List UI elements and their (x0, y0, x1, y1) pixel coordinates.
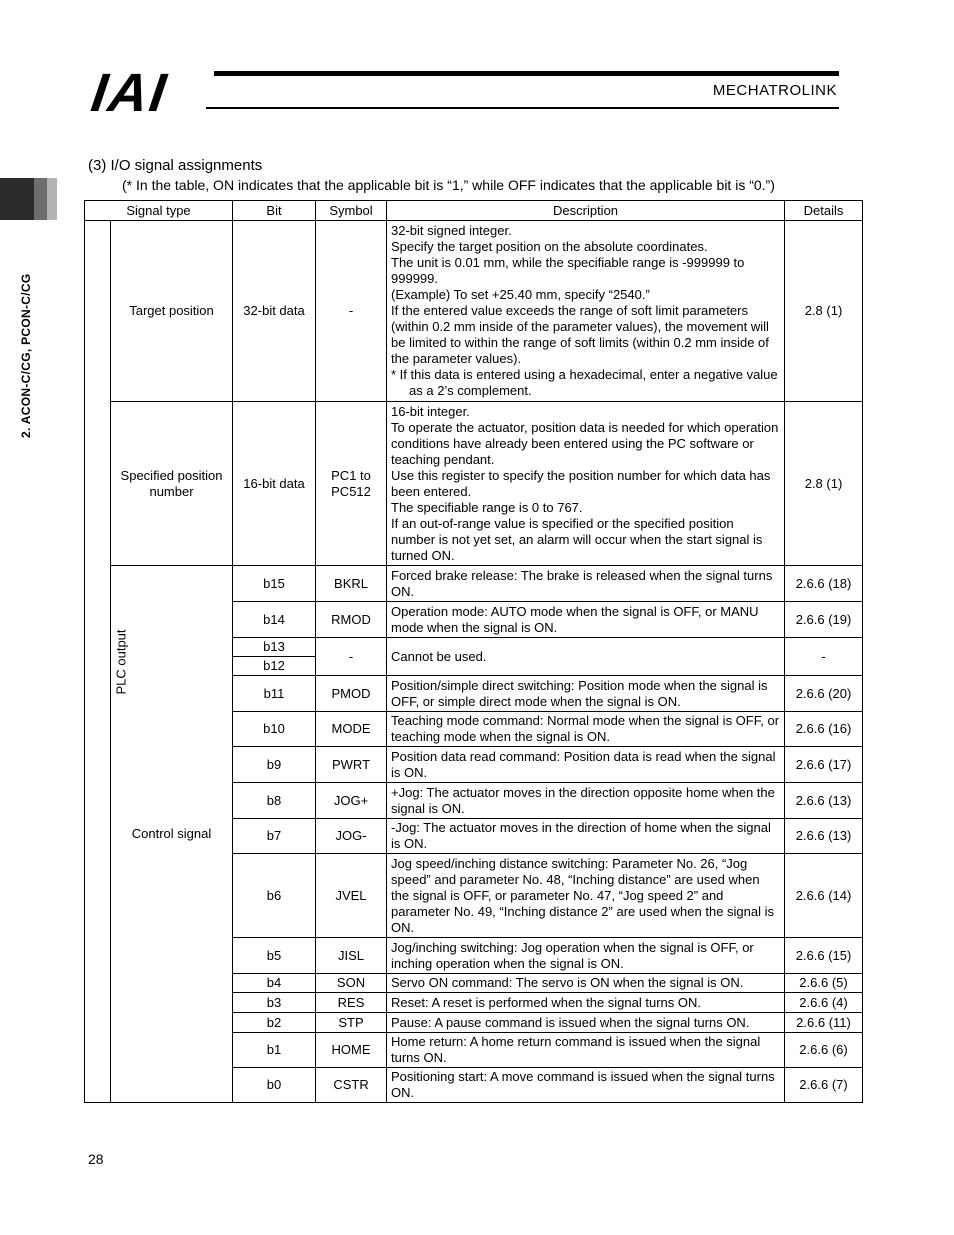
symbol-cell: - (316, 221, 387, 402)
chapter-side-label: 2. ACON-C/CG, PCON-C/CG (19, 273, 33, 438)
bit-cell: b2 (233, 1013, 316, 1033)
description-cell: Operation mode: AUTO mode when the signal is OFF, or MANU mode when the signal is ON. (387, 602, 785, 638)
symbol-cell: JOG- (316, 819, 387, 854)
table-row (85, 566, 863, 602)
description-cell: Position/simple direct switching: Position mode when the signal is OFF, or simple direct mode when the signal is ON. (387, 676, 785, 712)
details-cell: 2.6.6 (7) (785, 1068, 863, 1103)
bit-cell: 16-bit data (233, 402, 316, 566)
description-cell: Jog/inching switching: Jog operation when the signal is OFF, or inching operation when the signal is ON. (387, 938, 785, 974)
details-cell: 2.8 (1) (785, 402, 863, 566)
details-cell: 2.6.6 (4) (785, 993, 863, 1013)
description-cell: Servo ON command: The servo is ON when the signal is ON. (387, 974, 785, 993)
symbol-cell: JVEL (316, 854, 387, 938)
description-cell: Reset: A reset is performed when the signal turns ON. (387, 993, 785, 1013)
header-rule-thin (206, 107, 839, 109)
details-cell: 2.6.6 (16) (785, 712, 863, 747)
bit-cell: b11 (233, 676, 316, 712)
chapter-tab-dark (0, 178, 34, 220)
header-symbol: Symbol (316, 201, 387, 221)
header-details: Details (785, 201, 863, 221)
bit-cell: b5 (233, 938, 316, 974)
signal-type-cell: Specified position number (111, 402, 233, 566)
details-cell: 2.6.6 (20) (785, 676, 863, 712)
details-cell: 2.8 (1) (785, 221, 863, 402)
bit-cell: b8 (233, 783, 316, 819)
bit-cell: b14 (233, 602, 316, 638)
io-signal-table (84, 200, 863, 1103)
iai-logo: IAI (87, 63, 172, 123)
signal-type-cell: Target position (111, 221, 233, 402)
bit-cell: b10 (233, 712, 316, 747)
details-cell: 2.6.6 (18) (785, 566, 863, 602)
details-cell: 2.6.6 (17) (785, 747, 863, 783)
symbol-cell: CSTR (316, 1068, 387, 1103)
description-cell: Positioning start: A move command is issued when the signal turns ON. (387, 1068, 785, 1103)
description-cell: Pause: A pause command is issued when the signal turns ON. (387, 1013, 785, 1033)
details-cell: 2.6.6 (13) (785, 783, 863, 819)
bit-cell: b0 (233, 1068, 316, 1103)
header-rule-thick (214, 71, 839, 76)
description-cell: 32-bit signed integer. Specify the target position on the absolute coordinates. The unit is 0.01 mm, while the specifiable range is -999999 to 999999. (Example) To set +25.40 mm, specify “2540.” If the entered value exceeds the range of soft limit parameters (within 0.2 mm inside of the parameter values), the movement will be limited to within the range of soft limits (within 0.2 mm inside of the parameter values). * If this data is entered using a hexadecimal, enter a negative value as a 2’s complement. (387, 221, 785, 402)
symbol-cell: JOG+ (316, 783, 387, 819)
section-title: (3) I/O signal assignments (88, 157, 263, 174)
symbol-cell: PMOD (316, 676, 387, 712)
symbol-cell: HOME (316, 1033, 387, 1068)
table-row (85, 221, 863, 402)
header-signal-type: Signal type (85, 201, 233, 221)
description-cell: Teaching mode command: Normal mode when the signal is OFF, or teaching mode when the signal is ON. (387, 712, 785, 747)
signal-type-cell: Control signal (111, 566, 233, 1103)
table-header-row (85, 201, 863, 221)
symbol-cell: STP (316, 1013, 387, 1033)
table-row (85, 402, 863, 566)
bit-cell: b3 (233, 993, 316, 1013)
bit-cell: b6 (233, 854, 316, 938)
description-cell: Home return: A home return command is issued when the signal turns ON. (387, 1033, 785, 1068)
header-label: MECHATROLINK (712, 82, 837, 99)
symbol-cell: RMOD (316, 602, 387, 638)
bit-cell: b13 (233, 638, 316, 657)
page-number: 28 (88, 1151, 104, 1167)
symbol-cell: SON (316, 974, 387, 993)
symbol-cell: - (316, 638, 387, 676)
description-cell: Position data read command: Position data is read when the signal is ON. (387, 747, 785, 783)
details-cell: 2.6.6 (5) (785, 974, 863, 993)
description-cell: -Jog: The actuator moves in the direction of home when the signal is ON. (387, 819, 785, 854)
description-cell: Cannot be used. (387, 638, 785, 676)
description-cell: Jog speed/inching distance switching: Parameter No. 26, “Jog speed” and parameter No. 48, “Inching distance” are used when the signal is OFF, or parameter No. 47, “Jog speed 2” and parameter No. 49, “Inching distance 2” are used when the signal is ON. (387, 854, 785, 938)
details-cell: 2.6.6 (15) (785, 938, 863, 974)
chapter-tab-mid (34, 178, 47, 220)
details-cell: 2.6.6 (11) (785, 1013, 863, 1033)
chapter-tab-light (47, 178, 57, 220)
description-cell: 16-bit integer. To operate the actuator, position data is needed for which operation conditions have already been entered using the PC software or teaching pendant. Use this register to specify the position number for which data has been entered. The specifiable range is 0 to 767. If an out-of-range value is specified or the specified position number is not yet set, an alarm will occur when the start signal is turned ON. (387, 402, 785, 566)
symbol-cell: RES (316, 993, 387, 1013)
bit-cell: b4 (233, 974, 316, 993)
details-cell: 2.6.6 (13) (785, 819, 863, 854)
details-cell: 2.6.6 (6) (785, 1033, 863, 1068)
description-cell: Forced brake release: The brake is released when the signal turns ON. (387, 566, 785, 602)
bit-cell: b9 (233, 747, 316, 783)
details-cell: 2.6.6 (14) (785, 854, 863, 938)
symbol-cell: PWRT (316, 747, 387, 783)
bit-cell: b7 (233, 819, 316, 854)
bit-cell: b15 (233, 566, 316, 602)
header-bit: Bit (233, 201, 316, 221)
symbol-cell: JISL (316, 938, 387, 974)
details-cell: 2.6.6 (19) (785, 602, 863, 638)
bit-cell: b12 (233, 657, 316, 676)
plc-output-group: PLC output (85, 221, 111, 1103)
bit-cell: b1 (233, 1033, 316, 1068)
description-cell: +Jog: The actuator moves in the direction opposite home when the signal is ON. (387, 783, 785, 819)
symbol-cell: PC1 to PC512 (316, 402, 387, 566)
symbol-cell: BKRL (316, 566, 387, 602)
details-cell: - (785, 638, 863, 676)
bit-cell: 32-bit data (233, 221, 316, 402)
symbol-cell: MODE (316, 712, 387, 747)
header-description: Description (387, 201, 785, 221)
section-note: (* In the table, ON indicates that the applicable bit is “1,” while OFF indicates that the applicable bit is “0.”) (122, 177, 775, 193)
